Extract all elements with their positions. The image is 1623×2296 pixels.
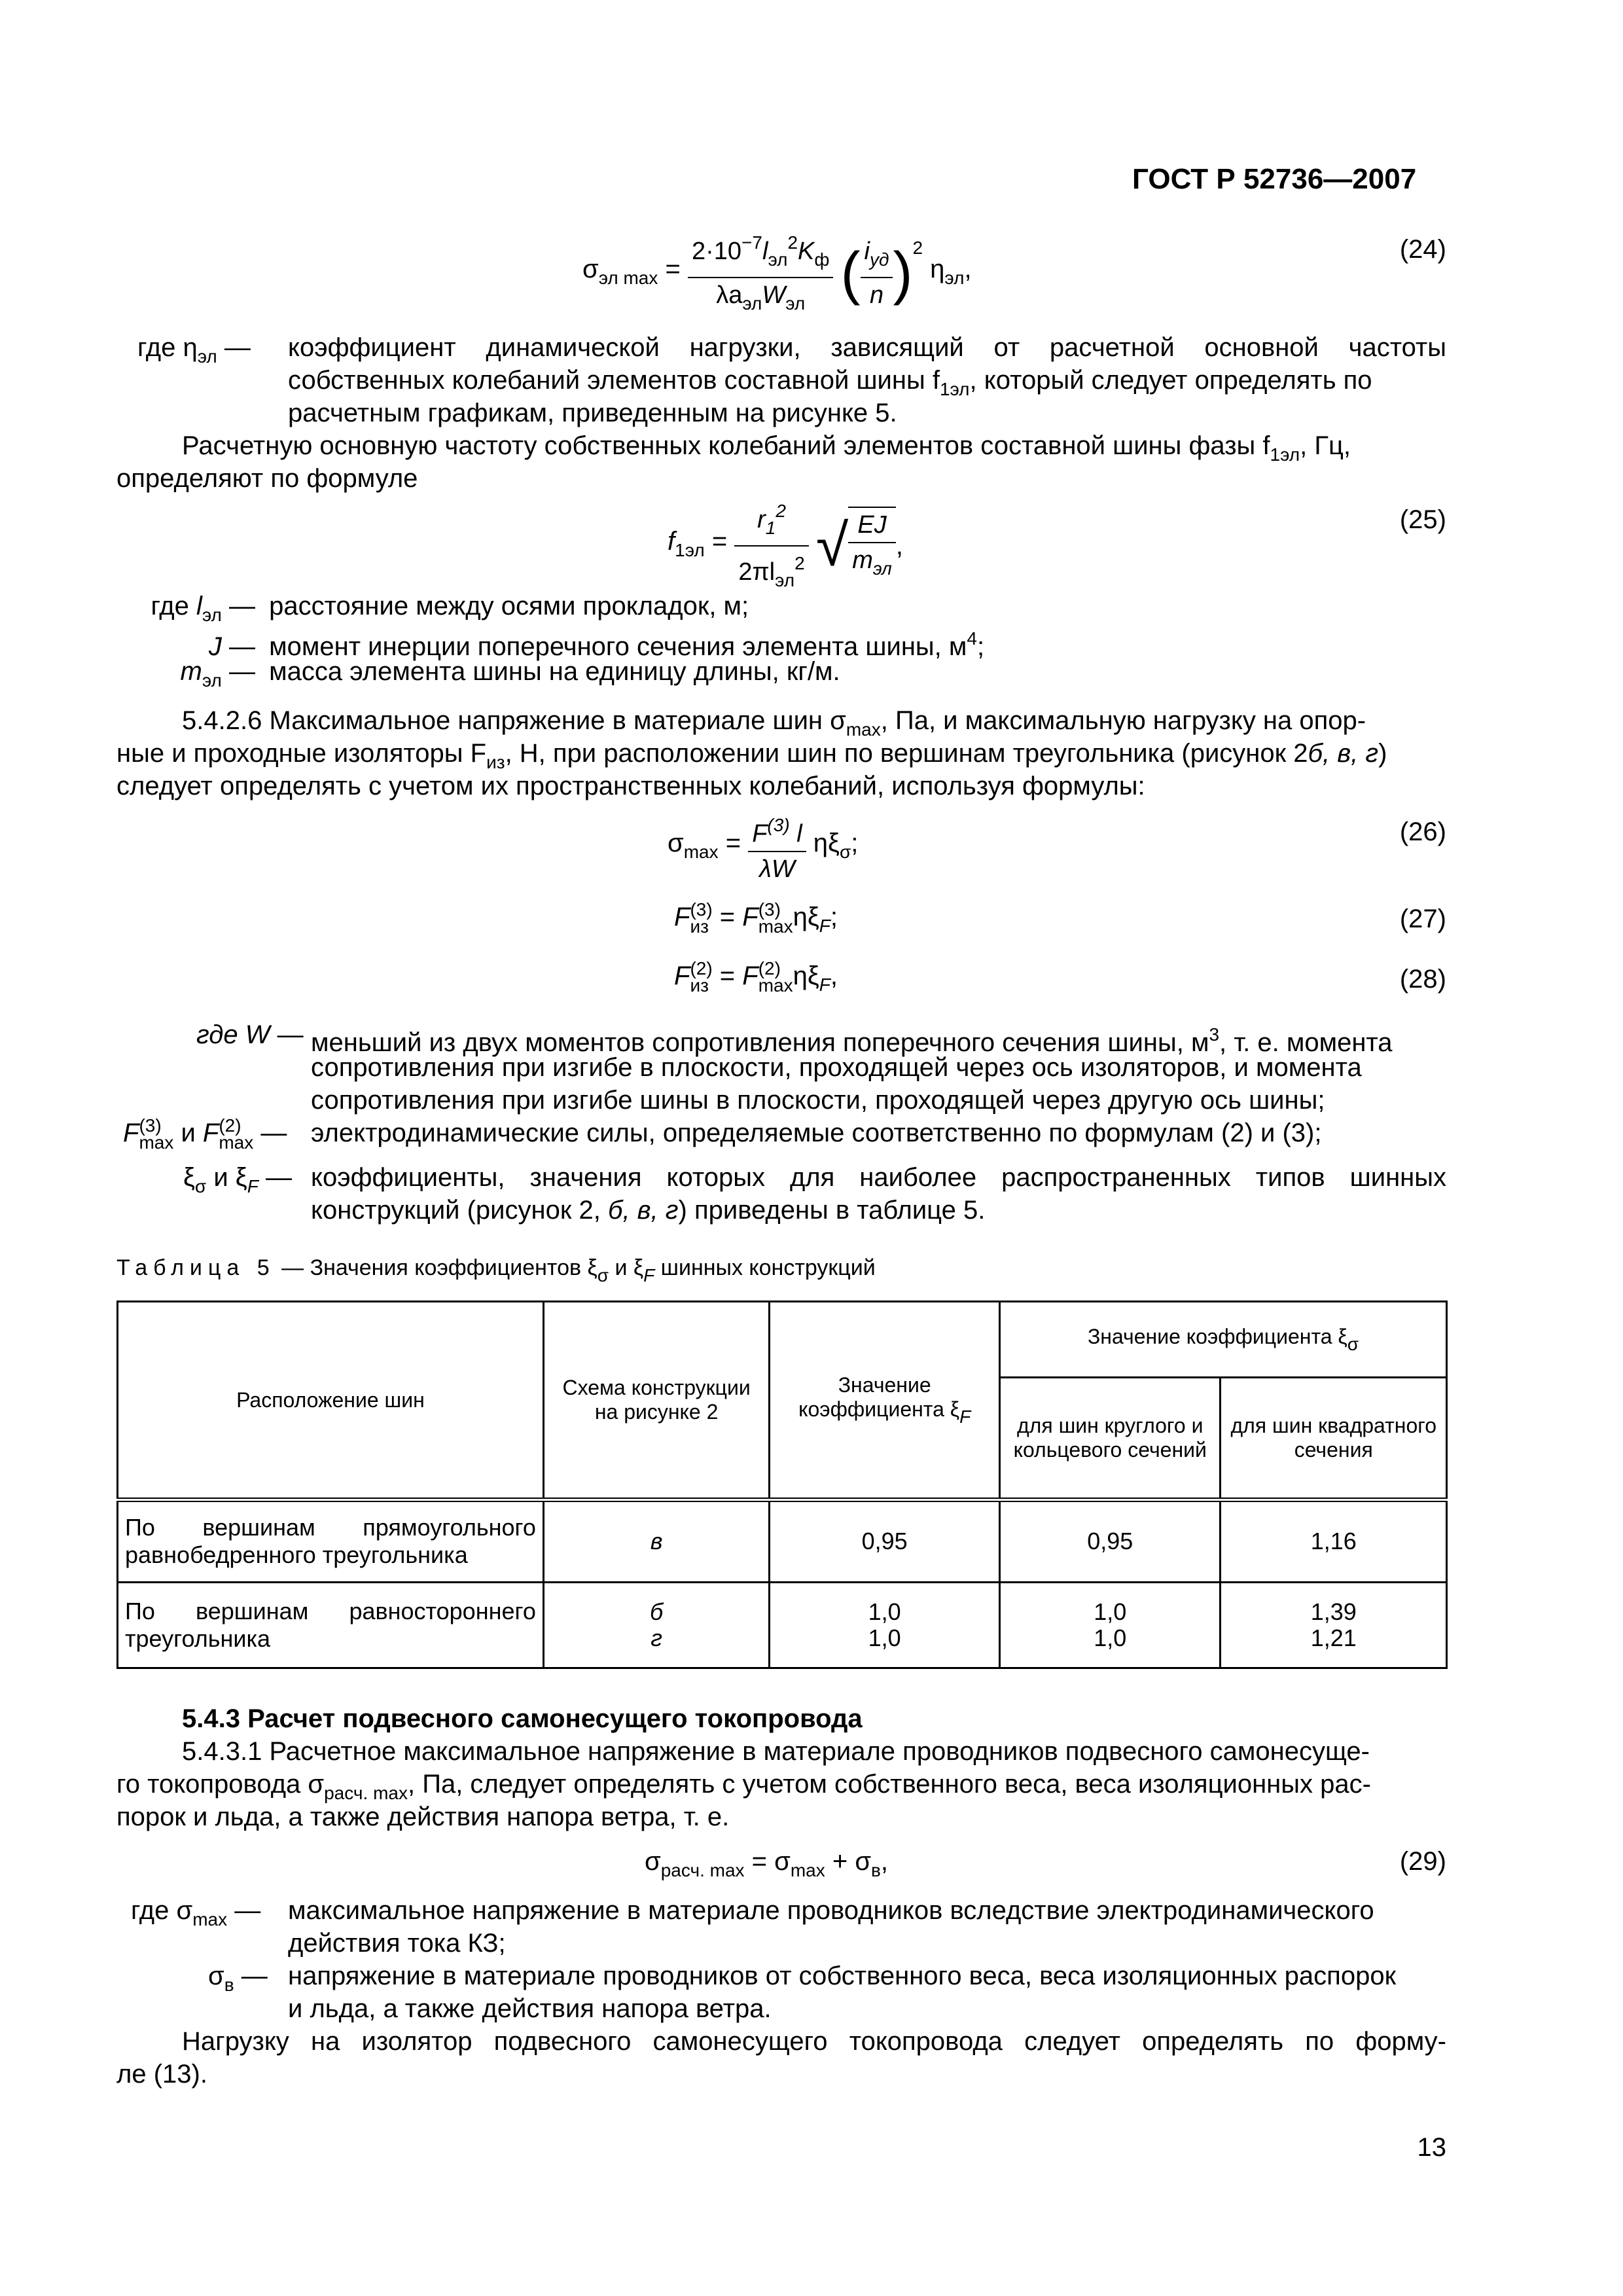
cell-xi-round: 1,0 1,0 — [999, 1582, 1220, 1668]
formula-24: $\sigma_{эл max}$ = $\frac{2\cdot 10^{-7}l_{эл}^2K_ф}{\lambda a_{эл}W_{эл}}$ ( $\frac{i_{уд}}{n}$ )$^2$ $\eta_{эл}$, — [582, 226, 972, 317]
paragraph-load-line1: Нагрузку на изолятор подвесного самонесущего токопровода следует определять по форму- — [182, 2027, 1446, 2056]
definition-xi-line2: конструкций (рисунок 2, б, в, г) приведены в таблице 5. — [311, 1196, 986, 1225]
definition-sigma-max-line1: максимальное напряжение в материале проводников вследствие электродинамического — [288, 1896, 1374, 1925]
definition-J: J — момент инерции поперечного сечения элемента шины, $м^4$; — [208, 628, 985, 661]
equation-number-24: (24) — [1399, 235, 1446, 264]
definition-eta-line3: расчетным графикам, приведенным на рисунке 5. — [288, 399, 897, 427]
definition-eta-lead: где $\eta_{эл}$ — — [137, 333, 251, 367]
definition-W-line3: сопротивления при изгибе шины в плоскости, проходящей через другую ось шины; — [311, 1086, 1325, 1115]
document-code: ГОСТ Р 52736—2007 — [1132, 163, 1417, 195]
definition-sigma-v-lead: $\sigma_в$ — — [208, 1962, 268, 1995]
table-row — [118, 1582, 1447, 1668]
definition-sigma-v-line2: и льда, а также действия напора ветра. — [288, 1994, 772, 2023]
definition-m-el: $m_{эл}$ — масса элемента шины на единицу длины, кг/м. — [180, 657, 840, 691]
cell-xi-square: 1,16 — [1221, 1500, 1447, 1582]
table-header-row-1 — [118, 1302, 1447, 1378]
paragraph-5426-line1: 5.4.2.6 Максимальное напряжение в материале шин $\sigma_{max}$, Па, и максимальную нагрузку на опор- — [182, 706, 1366, 740]
definition-F-lead: F (3) max и F (2) max — — [123, 1115, 287, 1153]
cell-xi-F: 1,0 1,0 — [770, 1582, 1000, 1668]
definition-xi-lead: $\xi_\sigma$ и $\xi_F$ — — [183, 1163, 292, 1196]
header-xi-F: Значение коэффициента ξF — [770, 1302, 1000, 1500]
equation-number-26: (26) — [1399, 817, 1446, 846]
cell-layout: По вершинам прямоугольного равнобедренного треугольника — [118, 1500, 544, 1582]
definition-F-text: электродинамические силы, определяемые соответственно по формулам (2) и (3); — [311, 1119, 1322, 1147]
definition-W-lead: где W — — [196, 1020, 304, 1049]
table-5-caption: Таблица 5 — Значения коэффициентов $\xi_\sigma$ и $\xi_F$ шинных конструкций — [116, 1255, 876, 1285]
definition-l-el: где $l_{эл}$ — расстояние между осями прокладок, м; — [151, 592, 749, 625]
cell-xi-round: 0,95 — [999, 1500, 1220, 1582]
definition-sigma-v-line1: напряжение в материале проводников от собственного веса, веса изоляционных распорок — [288, 1962, 1397, 1990]
formula-28: F (2) из = F (2) max $\eta\xi_F$, — [674, 958, 838, 996]
definition-eta-line2: собственных колебаний элементов составной шины $f_{1эл}$, который следует определять по — [288, 366, 1372, 399]
equation-number-25: (25) — [1399, 505, 1446, 534]
paragraph-5426-line3: следует определять с учетом их пространственных колебаний, используя формулы: — [116, 772, 1145, 800]
cell-scheme: в — [543, 1500, 770, 1582]
definition-xi-line1: коэффициенты, значения которых для наиболее распространенных типов шинных — [311, 1163, 1446, 1192]
header-scheme: Схема конструкции на рисунке 2 — [543, 1302, 770, 1500]
formula-27: F (3) из = F (3) max $\eta\xi_F$; — [674, 899, 838, 937]
header-round-section: для шин круглого и кольцевого сечений — [999, 1378, 1220, 1500]
paragraph-5426-line2: ные и проходные изоляторы $F_{из}$, Н, при расположении шин по вершинам треугольника (рисунок 2б, в, г) — [116, 739, 1387, 772]
formula-25: $f_{1эл}$ = $\frac{r_1^2}{2\pi l_{эл}^2}$ √ $\frac{EJ}{m_{эл}}$ , — [668, 494, 903, 598]
table-row — [118, 1500, 1447, 1582]
paragraph-5431-line2: го токопровода $\sigma_{расч. max}$, Па, следует определять с учетом собственного веса, веса изоляционных рас- — [116, 1770, 1371, 1803]
header-square-section: для шин квадратного сечения — [1221, 1378, 1447, 1500]
definition-W-line1: меньший из двух моментов сопротивления поперечного сечения шины, $м^3$, т. е. момента — [311, 1024, 1393, 1057]
cell-xi-F: 0,95 — [770, 1500, 1000, 1582]
section-heading-543: 5.4.3 Расчет подвесного самонесущего токопровода — [182, 1704, 863, 1733]
table-5 — [116, 1300, 1448, 1669]
paragraph-5431-line1: 5.4.3.1 Расчетное максимальное напряжение в материале проводников подвесного самонесуще- — [182, 1737, 1370, 1766]
definition-W-line2: сопротивления при изгибе в плоскости, проходящей через ось изоляторов, и момента — [311, 1053, 1362, 1082]
formula-26: $\sigma_{max}$ = $\frac{F^{(3)} l}{\lambda W}$ $\eta\xi_\sigma$; — [668, 808, 858, 886]
definition-eta-line1: коэффициент динамической нагрузки, зависящий от расчетной основной частоты — [288, 333, 1446, 362]
definition-sigma-max-lead: где $\sigma_{max}$ — — [131, 1896, 261, 1929]
definition-sigma-max-line2: действия тока КЗ; — [288, 1929, 506, 1958]
equation-number-27: (27) — [1399, 905, 1446, 933]
paragraph-frequency-line1: Расчетную основную частоту собственных колебаний элементов составной шины фазы $f_{1эл}$, Гц, — [182, 431, 1351, 465]
header-xi-sigma-group: Значение коэффициента ξσ — [999, 1302, 1446, 1378]
formula-29: $\sigma_{расч. max} = \sigma_{max} + \sigma_в$, — [645, 1847, 889, 1880]
page-number: 13 — [1417, 2133, 1446, 2162]
cell-xi-square: 1,39 1,21 — [1221, 1582, 1447, 1668]
cell-scheme: б г — [543, 1582, 770, 1668]
paragraph-load-line2: ле (13). — [116, 2060, 207, 2089]
paragraph-5431-line3: порок и льда, а также действия напора ветра, т. е. — [116, 1803, 730, 1831]
header-bus-layout: Расположение шин — [118, 1302, 544, 1500]
paragraph-frequency-line2: определяют по формуле — [116, 464, 418, 493]
equation-number-28: (28) — [1399, 965, 1446, 994]
cell-layout: По вершинам равностороннего треугольника — [118, 1582, 544, 1668]
equation-number-29: (29) — [1399, 1847, 1446, 1876]
